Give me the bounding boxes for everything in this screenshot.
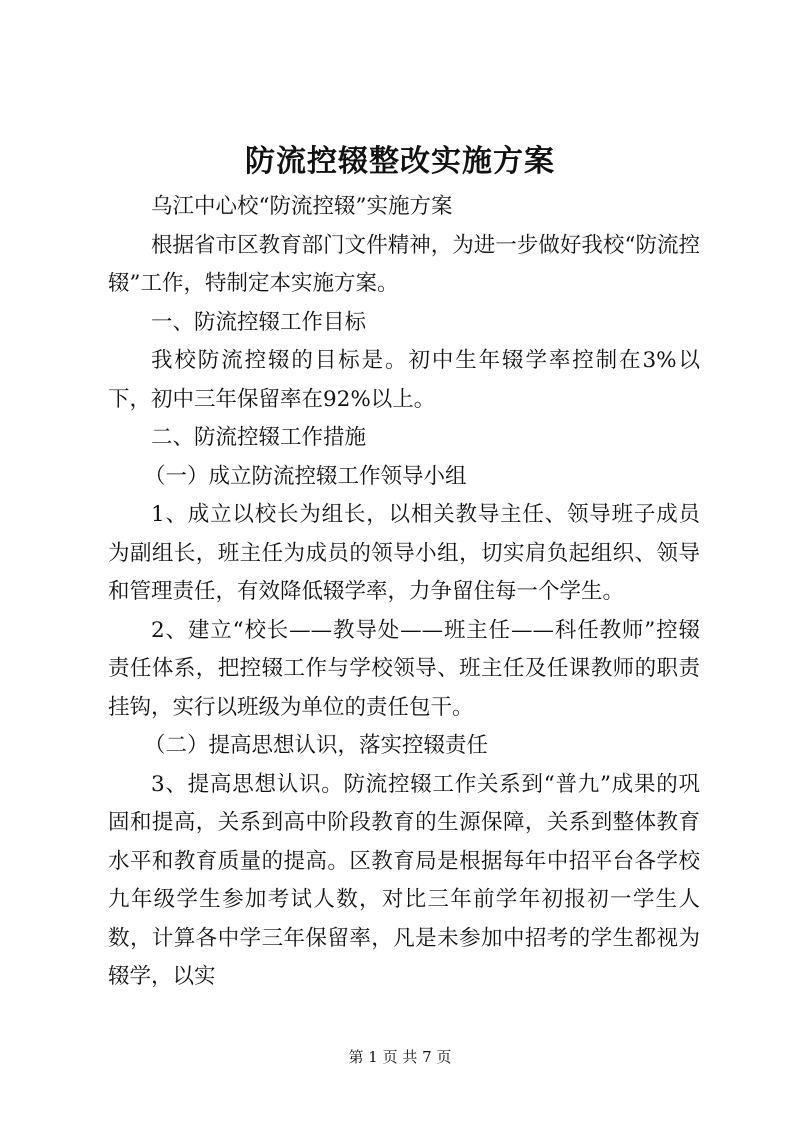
section-heading-measures: 二、防流控辍工作措施	[151, 425, 367, 450]
paragraph-goals: 我校防流控辍的目标是。初中生年辍学率控制在3%以下，初中三年保留率在92%以上。	[108, 348, 700, 412]
page-footer: 第 1 页 共 7 页	[348, 1048, 452, 1066]
paragraph-subtitle: 乌江中心校“防流控辍”实施方案	[151, 194, 453, 219]
subsection-heading-1: （一）成立防流控辍工作领导小组	[144, 463, 467, 489]
section-heading-goals: 一、防流控辍工作目标	[151, 309, 367, 335]
paragraph-intro: 根据省市区教育部门文件精神，为进一步做好我校“防流控辍”工作，特制定本实施方案。	[108, 232, 700, 296]
document-body	[108, 188, 700, 997]
paragraph-item-3: 3、提高思想认识。防流控辍工作关系到“普九”成果的巩固和提高，关系到高中阶段教育的生源保障，关系到整体教育水平和教育质量的提高。区教育局是根据每年中招平台各学校九年级学生参加考试人数，对比三年前学年初报初一学生人数，计算各中学三年保留率，凡是未参加中招考的学生都视为辍学，以实	[108, 771, 700, 989]
paragraph-item-1: 1、成立以校长为组长，以相关教导主任、领导班子成员为副组长，班主任为成员的领导小组，切实肩负起组织、领导和管理责任，有效降低辍学率，力争留住每一个学生。	[108, 502, 700, 604]
subsection-heading-2: （二）提高思想认识，落实控辍责任	[144, 733, 489, 758]
document-title: 防流控辍整改实施方案	[245, 144, 555, 179]
paragraph-item-2: 2、建立“校长——教导处——班主任——科任教师”控辍责任体系，把控辍工作与学校领导、班主任及任课教师的职责挂钩，实行以班级为单位的责任包干。	[108, 617, 700, 720]
